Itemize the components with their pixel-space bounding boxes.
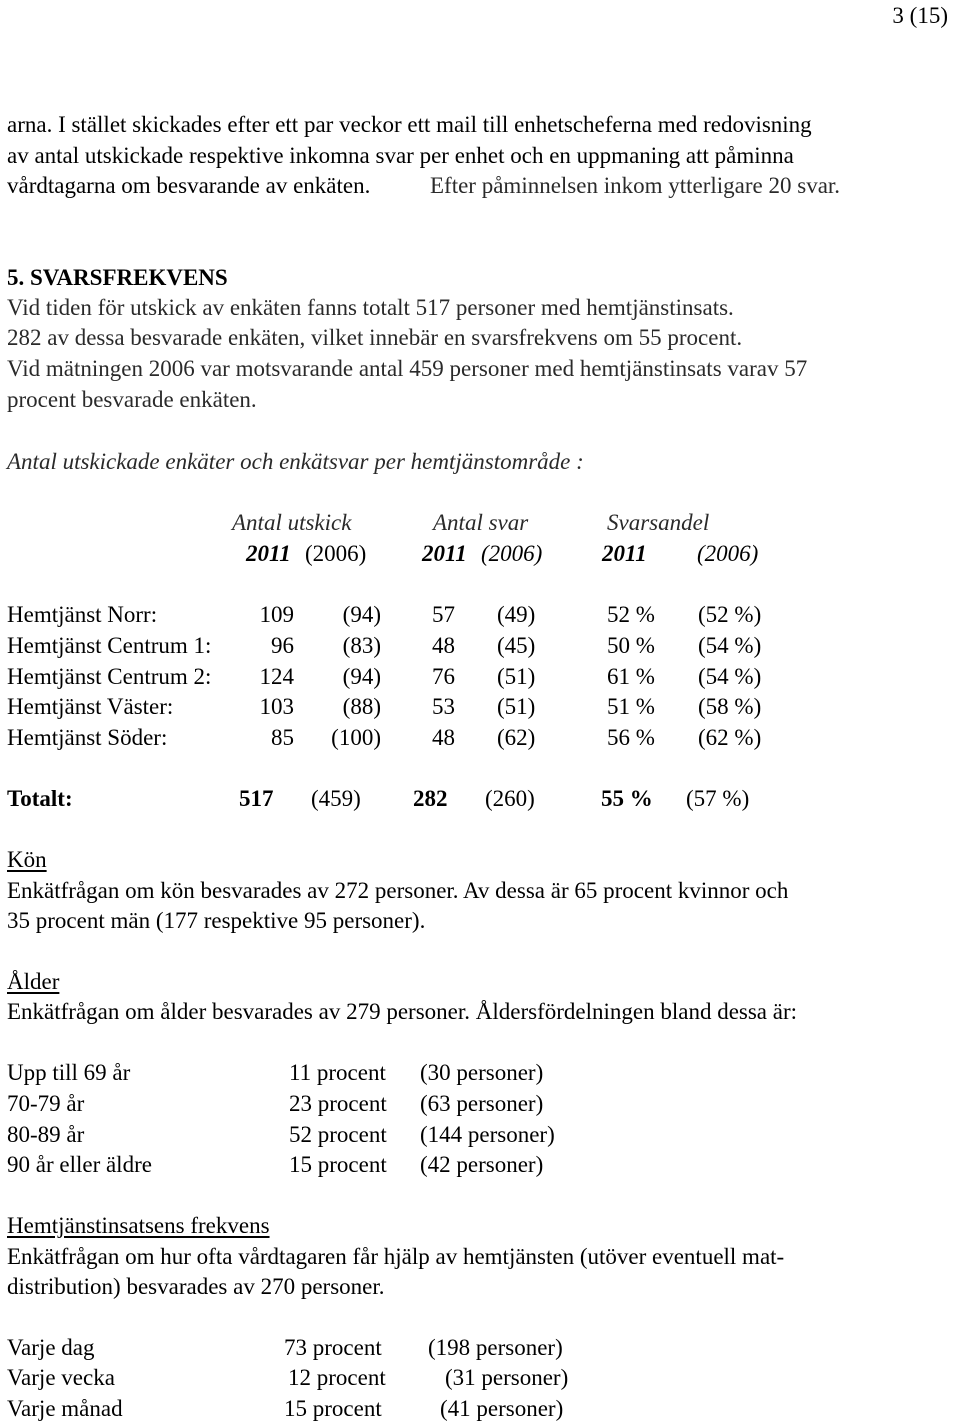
frequency-count: (198 personer) [428,1335,563,1360]
age-count: (63 personer) [420,1091,544,1116]
utskick-2006: (83) [342,633,381,658]
kon-line-2: 35 procent män (177 respektive 95 personer). [7,908,426,933]
andel-2011: 61 % [607,664,655,689]
andel-2006: (54 %) [698,664,762,689]
age-label: Upp till 69 år [7,1060,131,1085]
section5-line-1: Vid tiden för utskick av enkäten fanns totalt 517 personer med hemtjänstinsats. [7,295,734,320]
age-count: (144 personer) [420,1122,555,1147]
total-utskick-2011: 517 [239,786,274,811]
age-percent: 15 procent [289,1152,387,1177]
page-number: 3 (15) [892,3,948,28]
section-heading-alder: Ålder [7,969,60,994]
section5-line-2: 282 av dessa besvarade enkäten, vilket innebär en svarsfrekvens om 55 procent. [7,325,743,350]
utskick-2011: 109 [259,602,294,627]
andel-2006: (54 %) [698,633,762,658]
frequency-label: Varje månad [7,1396,123,1421]
header-utskick-2011: 2011 [246,541,291,566]
andel-2011: 51 % [607,694,655,719]
kon-line-1: Enkätfrågan om kön besvarades av 272 personer. Av dessa är 65 procent kvinnor och [7,878,789,903]
frekvens-line-2: distribution) besvarades av 270 personer. [7,1274,385,1299]
intro-line-1: arna. I stället skickades efter ett par veckor ett mail till enhetscheferna med redovisning [7,112,812,137]
frequency-label: Varje dag [7,1335,95,1360]
svar-2011: 53 [432,694,455,719]
header-svarsandel: Svarsandel [607,510,710,535]
section-heading-kon: Kön [7,847,47,872]
row-label: Hemtjänst Norr: [7,602,158,627]
header-andel-2011: 2011 [602,541,647,566]
utskick-2006: (94) [342,602,381,627]
section-heading-frekvens: Hemtjänstinsatsens frekvens [7,1213,270,1238]
total-andel-2011: 55 % [601,786,653,811]
frekvens-line-1: Enkätfrågan om hur ofta vårdtagaren får hjälp av hemtjänsten (utöver eventuell mat- [7,1244,785,1269]
total-andel-2006: (57 %) [686,786,750,811]
row-label: Hemtjänst Centrum 2: [7,664,212,689]
frequency-percent: 12 procent [288,1365,386,1390]
age-count: (30 personer) [420,1060,544,1085]
header-utskick-2006: (2006) [305,541,367,566]
total-utskick-2006: (459) [311,786,361,811]
section5-line-4: procent besvarade enkäten. [7,387,257,412]
frequency-percent: 73 procent [284,1335,382,1360]
andel-2011: 56 % [607,725,655,750]
total-svar-2006: (260) [485,786,535,811]
age-label: 80-89 år [7,1122,85,1147]
frequency-count: (31 personer) [445,1365,569,1390]
alder-line-1: Enkätfrågan om ålder besvarades av 279 personer. Åldersfördelningen bland dessa är: [7,999,798,1024]
age-label: 70-79 år [7,1091,85,1116]
svar-2006: (62) [497,725,536,750]
andel-2006: (52 %) [698,602,762,627]
utskick-2011: 85 [271,725,294,750]
andel-2006: (58 %) [698,694,762,719]
utskick-2006: (94) [342,664,381,689]
row-label: Hemtjänst Söder: [7,725,168,750]
total-label: Totalt: [7,786,73,811]
total-svar-2011: 282 [413,786,448,811]
andel-2011: 52 % [607,602,655,627]
age-percent: 11 procent [289,1060,386,1085]
age-percent: 52 procent [289,1122,387,1147]
frequency-percent: 15 procent [284,1396,382,1421]
andel-2011: 50 % [607,633,655,658]
intro-line-2: av antal utskickade respektive inkomna svar per enhet och en uppmaning att påminna [7,143,794,168]
row-label: Hemtjänst Centrum 1: [7,633,212,658]
age-percent: 23 procent [289,1091,387,1116]
utskick-2011: 103 [259,694,294,719]
header-antal-utskick: Antal utskick [232,510,352,535]
header-svar-2006: (2006) [481,541,543,566]
utskick-2011: 96 [271,633,294,658]
intro-line-3b: Efter påminnelsen inkom ytterligare 20 svar. [430,173,841,198]
header-andel-2006: (2006) [697,541,759,566]
svar-2006: (45) [497,633,536,658]
age-label: 90 år eller äldre [7,1152,152,1177]
frequency-label: Varje vecka [7,1365,115,1390]
svar-2006: (49) [497,602,536,627]
header-antal-svar: Antal svar [433,510,529,535]
row-label: Hemtjänst Väster: [7,694,174,719]
intro-line-3a: vårdtagarna om besvarande av enkäten. [7,173,371,198]
svar-2006: (51) [497,694,536,719]
svar-2011: 57 [432,602,455,627]
svar-2011: 48 [432,633,455,658]
header-svar-2011: 2011 [422,541,467,566]
utskick-2006: (100) [331,725,381,750]
frequency-count: (41 personer) [440,1396,564,1421]
svar-2011: 76 [432,664,455,689]
age-count: (42 personer) [420,1152,544,1177]
section5-line-3: Vid mätningen 2006 var motsvarande antal 459 personer med hemtjänstinsats varav 57 [7,356,808,381]
section-heading-svarsfrekvens: 5. SVARSFREKVENS [7,265,228,290]
andel-2006: (62 %) [698,725,762,750]
utskick-2006: (88) [342,694,381,719]
svar-2011: 48 [432,725,455,750]
table-caption: Antal utskickade enkäter och enkätsvar per hemtjänstområde : [7,449,584,474]
utskick-2011: 124 [259,664,294,689]
svar-2006: (51) [497,664,536,689]
